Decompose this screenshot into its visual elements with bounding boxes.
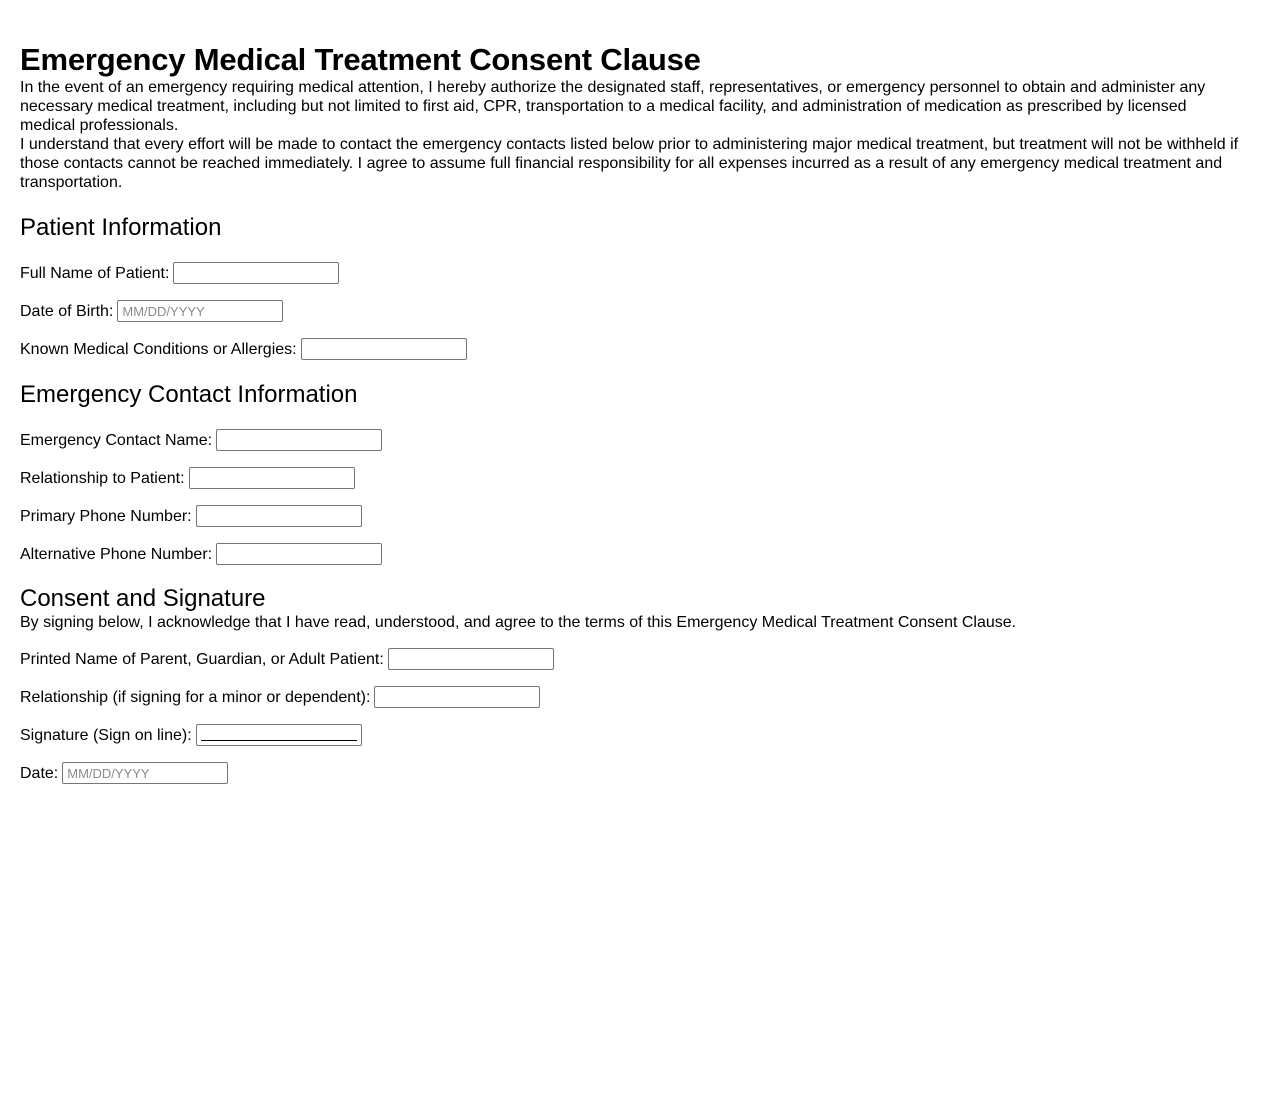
relationship-to-patient-row — [20, 467, 1242, 489]
primary-phone-row — [20, 505, 1242, 527]
emergency-contact-name-label: Emergency Contact Name: — [20, 431, 213, 449]
dob-label: Date of Birth: — [20, 302, 114, 320]
medical-conditions-row — [20, 338, 1242, 360]
patient-information-heading: Patient Information — [20, 214, 222, 241]
page-title: Emergency Medical Treatment Consent Clause — [20, 42, 701, 77]
printed-name-row — [20, 648, 1242, 670]
signer-relationship-label: Relationship (if signing for a minor or dependent): — [20, 688, 371, 706]
primary-phone-label: Primary Phone Number: — [20, 507, 192, 525]
signer-relationship-row — [20, 686, 1242, 708]
signature-field[interactable] — [196, 724, 362, 746]
intro-paragraph-responsibility: I understand that every effort will be made to contact the emergency contacts listed below prior to administering major medical treatment, but treatment will not be withheld if those contacts cannot be reached immediately. I agree to assume full financial responsibility for all expenses incurred as a result of any emergency medical treatment and transportation. — [20, 136, 1239, 191]
patient-name-label: Full Name of Patient: — [20, 264, 170, 282]
signature-date-row — [20, 762, 1242, 784]
patient-name-input[interactable] — [173, 262, 339, 284]
alternative-phone-label: Alternative Phone Number: — [20, 545, 213, 563]
consent-signature-heading: Consent and Signature — [20, 585, 266, 612]
printed-name-label: Printed Name of Parent, Guardian, or Adult Patient: — [20, 650, 384, 668]
signer-relationship-input[interactable] — [374, 686, 540, 708]
relationship-to-patient-input[interactable] — [189, 467, 355, 489]
patient-information-section — [20, 214, 1242, 360]
medical-conditions-input[interactable] — [301, 338, 467, 360]
emergency-contact-name-input[interactable] — [216, 429, 382, 451]
signature-date-input[interactable] — [62, 762, 228, 784]
consent-signature-section — [20, 585, 1242, 784]
signature-date-label: Date: — [20, 764, 59, 782]
patient-name-row — [20, 262, 1242, 284]
alternative-phone-row — [20, 543, 1242, 565]
printed-name-input[interactable] — [388, 648, 554, 670]
signature-row — [20, 724, 1242, 746]
alternative-phone-input[interactable] — [216, 543, 382, 565]
dob-row — [20, 300, 1242, 322]
signature-label: Signature (Sign on line): — [20, 726, 192, 744]
emergency-contact-section — [20, 381, 1242, 565]
intro-paragraph-authorization: In the event of an emergency requiring medical attention, I hereby authorize the designated staff, representatives, or emergency personnel to obtain and administer any necessary medical treatment, including but not limited to first aid, CPR, transportation to a medical facility, and administration of medication as prescribed by licensed medical professionals. — [20, 79, 1206, 134]
primary-phone-input[interactable] — [196, 505, 362, 527]
emergency-contact-heading: Emergency Contact Information — [20, 381, 358, 408]
signature-line — [201, 740, 357, 741]
emergency-contact-name-row — [20, 429, 1242, 451]
relationship-to-patient-label: Relationship to Patient: — [20, 469, 185, 487]
dob-input[interactable] — [117, 300, 283, 322]
consent-statement: By signing below, I acknowledge that I have read, understood, and agree to the terms of this Emergency Medical Treatment Consent Clause. — [20, 614, 1017, 631]
medical-conditions-label: Known Medical Conditions or Allergies: — [20, 340, 297, 358]
